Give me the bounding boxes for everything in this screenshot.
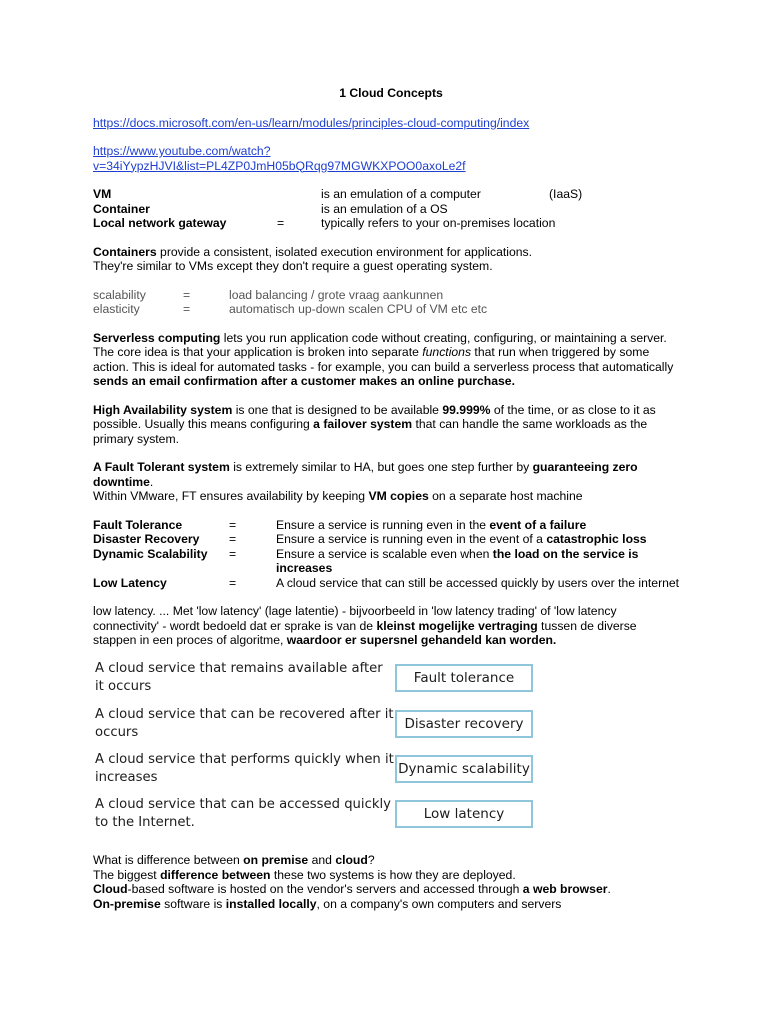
onpremise-section <box>93 853 683 911</box>
containers-bold: Containers <box>93 244 157 259</box>
serverless-bold2: sends an email confirmation after a customer makes an online purchase. <box>93 374 515 388</box>
latency-paragraph <box>93 604 683 648</box>
ft-def-value <box>276 532 683 547</box>
small-def-value: automatisch up-down scalen CPU of VM etc etc <box>229 302 488 316</box>
definition-value: is an emulation of a computer <box>321 187 481 201</box>
ft-def-term: Disaster Recovery <box>93 532 200 546</box>
ha-bold2: 99.999% <box>442 402 491 417</box>
ft-line2b: VM copies <box>368 489 429 503</box>
quiz-answer-box: Fault tolerance <box>395 664 533 692</box>
ft-definitions <box>93 518 683 591</box>
definition-equals: = <box>277 216 285 230</box>
definition-row <box>93 216 683 231</box>
ft-def-bold: the load on the service is increases <box>276 546 639 575</box>
definition-term: VM <box>93 187 112 201</box>
quiz-matching-image <box>93 660 541 830</box>
bottom-bold: difference between <box>160 867 271 882</box>
quiz-answer-box: Low latency <box>395 800 533 828</box>
ft-def-row <box>93 576 683 591</box>
scalability-list <box>93 288 683 317</box>
small-def-row <box>93 288 683 303</box>
ft-def-pre: Ensure a service is scalable even when <box>276 546 493 561</box>
ft-def-row <box>93 547 683 576</box>
ft-bold: A Fault Tolerant system <box>93 460 230 474</box>
bottom-text: ? <box>367 853 375 867</box>
ft-def-pre: Ensure a service is running even in the event of a <box>276 532 547 546</box>
bottom-line <box>93 882 683 897</box>
ft-def-value <box>276 576 683 591</box>
latency-bold2: waardoor er supersnel gehandeld kan worden. <box>286 633 557 647</box>
bottom-text: The biggest <box>93 867 161 882</box>
bottom-bold: On-premise <box>93 896 161 911</box>
bottom-bold: Cloud <box>93 882 128 896</box>
docs-link[interactable]: https://docs.microsoft.com/en-us/learn/modules/principles-cloud-computing/index <box>93 115 530 130</box>
definition-term: Local network gateway <box>93 216 227 230</box>
bottom-bold: installed locally <box>225 896 317 911</box>
bottom-text: and <box>308 853 336 867</box>
youtube-link-line1[interactable]: https://www.youtube.com/watch? <box>93 144 271 158</box>
ft-line2c: on a separate host machine <box>428 489 583 503</box>
definition-equals <box>277 202 321 217</box>
small-def-term: elasticity <box>93 302 140 316</box>
ft-def-value <box>276 518 683 533</box>
quiz-question: A cloud service that can be recovered after it occurs <box>95 707 394 740</box>
document-body <box>93 86 683 662</box>
page-title: 1 Cloud Concepts <box>339 86 443 100</box>
quiz-question: A cloud service that performs quickly when it increases <box>95 752 394 785</box>
definitions-list <box>93 187 683 231</box>
small-def-term: scalability <box>93 287 146 302</box>
serverless-bold: Serverless computing <box>93 330 221 345</box>
bottom-text: -based software is hosted on the vendor's servers and accessed through <box>127 882 523 896</box>
ha-bold3: a failover system <box>313 417 413 431</box>
ha-text3: that can handle the same workloads as the primary system. <box>93 417 648 446</box>
quiz-answer-box: Dynamic scalability <box>395 755 533 783</box>
ft-def-row <box>93 532 683 547</box>
ft-def-bold: catastrophic loss <box>546 532 647 546</box>
definition-row <box>93 187 683 202</box>
containers-text2: They're similar to VMs except they don't require a guest operating system. <box>93 259 493 273</box>
ft-def-equals: = <box>229 575 237 590</box>
link-docs-block <box>93 116 683 131</box>
ft-def-term: Low Latency <box>93 575 167 590</box>
ft-def-term: Fault Tolerance <box>93 517 183 532</box>
ft-def-equals: = <box>229 546 237 561</box>
ft-paragraph <box>93 460 683 504</box>
definition-row <box>93 202 683 217</box>
definition-equals <box>277 187 321 202</box>
serverless-text2: that run when triggered by some action. This is ideal for automated tasks - for example, you can build a serverless process that automatically <box>93 345 674 374</box>
serverless-text1: lets you run application code without creating, configuring, or maintaining a server. The core idea is that your application is broken into separate <box>93 330 667 359</box>
definition-extra: (IaaS) <box>549 187 583 201</box>
quiz-answer-box: Disaster recovery <box>395 710 533 738</box>
definition-term: Container <box>93 201 150 216</box>
small-def-value: load balancing / grote vraag aankunnen <box>229 287 444 302</box>
ft-def-row <box>93 518 683 533</box>
small-def-equals: = <box>183 287 191 302</box>
ft-def-equals: = <box>229 532 237 546</box>
serverless-paragraph <box>93 331 683 389</box>
definition-value: is an emulation of a OS <box>321 201 448 216</box>
quiz-row <box>93 751 541 795</box>
quiz-question: A cloud service that remains available after it occurs <box>95 661 383 694</box>
bottom-text: What is difference between <box>93 853 244 867</box>
ha-bold: High Availability system <box>93 402 233 417</box>
quiz-question: A cloud service that can be accessed quickly to the Internet. <box>95 797 391 830</box>
ha-paragraph <box>93 403 683 447</box>
bottom-bold: on premise <box>243 853 309 867</box>
small-def-row <box>93 302 683 317</box>
ft-def-equals: = <box>229 517 237 532</box>
ft-line2a: Within VMware, FT ensures availability by keeping <box>93 489 369 503</box>
bottom-text: these two systems is how they are deployed. <box>270 867 516 882</box>
bottom-text: . <box>607 882 611 896</box>
bottom-text: software is <box>160 896 226 911</box>
latency-text2: tussen de diverse stappen in een proces of algoritme, <box>93 618 637 647</box>
ha-text2: of the time, or as close to it as possible. Usually this means configuring <box>93 402 656 431</box>
ft-def-pre: Ensure a service is running even in the <box>276 517 490 532</box>
quiz-row <box>93 706 541 750</box>
latency-bold: kleinst mogelijke vertraging <box>376 618 538 633</box>
definition-value: typically refers to your on-premises location <box>321 216 556 230</box>
containers-paragraph <box>93 245 683 274</box>
ft-bold2: guaranteeing zero downtime <box>93 460 638 489</box>
ft-text1: is extremely similar to HA, but goes one step further by <box>229 460 533 474</box>
link-youtube-block <box>93 144 683 173</box>
bottom-line <box>93 897 683 912</box>
bottom-text: , on a company's own computers and servers <box>316 896 562 911</box>
ft-text2: . <box>149 474 154 489</box>
ft-def-value <box>276 547 683 576</box>
ft-def-term: Dynamic Scalability <box>93 546 208 561</box>
bottom-line <box>93 853 683 868</box>
ha-text1: is one that is designed to be available <box>232 402 443 417</box>
quiz-row <box>93 796 541 840</box>
latency-text1: low latency. ... Met 'low latency' (lage latentie) - bijvoorbeeld in 'low latency trading' of 'low latency connectivity' - wordt bedoeld dat er sprake is van de <box>93 604 617 633</box>
youtube-link-line2[interactable]: v=34iYypzHJVI&list=PL4ZP0JmH05bQRqg97MGWKXPOO0axoLe2f <box>93 158 466 173</box>
small-def-equals: = <box>183 302 191 316</box>
ft-def-pre: A cloud service that can still be accessed quickly by users over the internet <box>276 575 680 590</box>
quiz-row <box>93 660 541 704</box>
serverless-italic: functions <box>422 345 472 359</box>
ft-def-bold: event of a failure <box>489 517 587 532</box>
bottom-bold: cloud <box>335 853 368 867</box>
bottom-line <box>93 868 683 883</box>
containers-text1: provide a consistent, isolated execution environment for applications. <box>156 244 532 259</box>
bottom-bold: a web browser <box>522 882 608 896</box>
